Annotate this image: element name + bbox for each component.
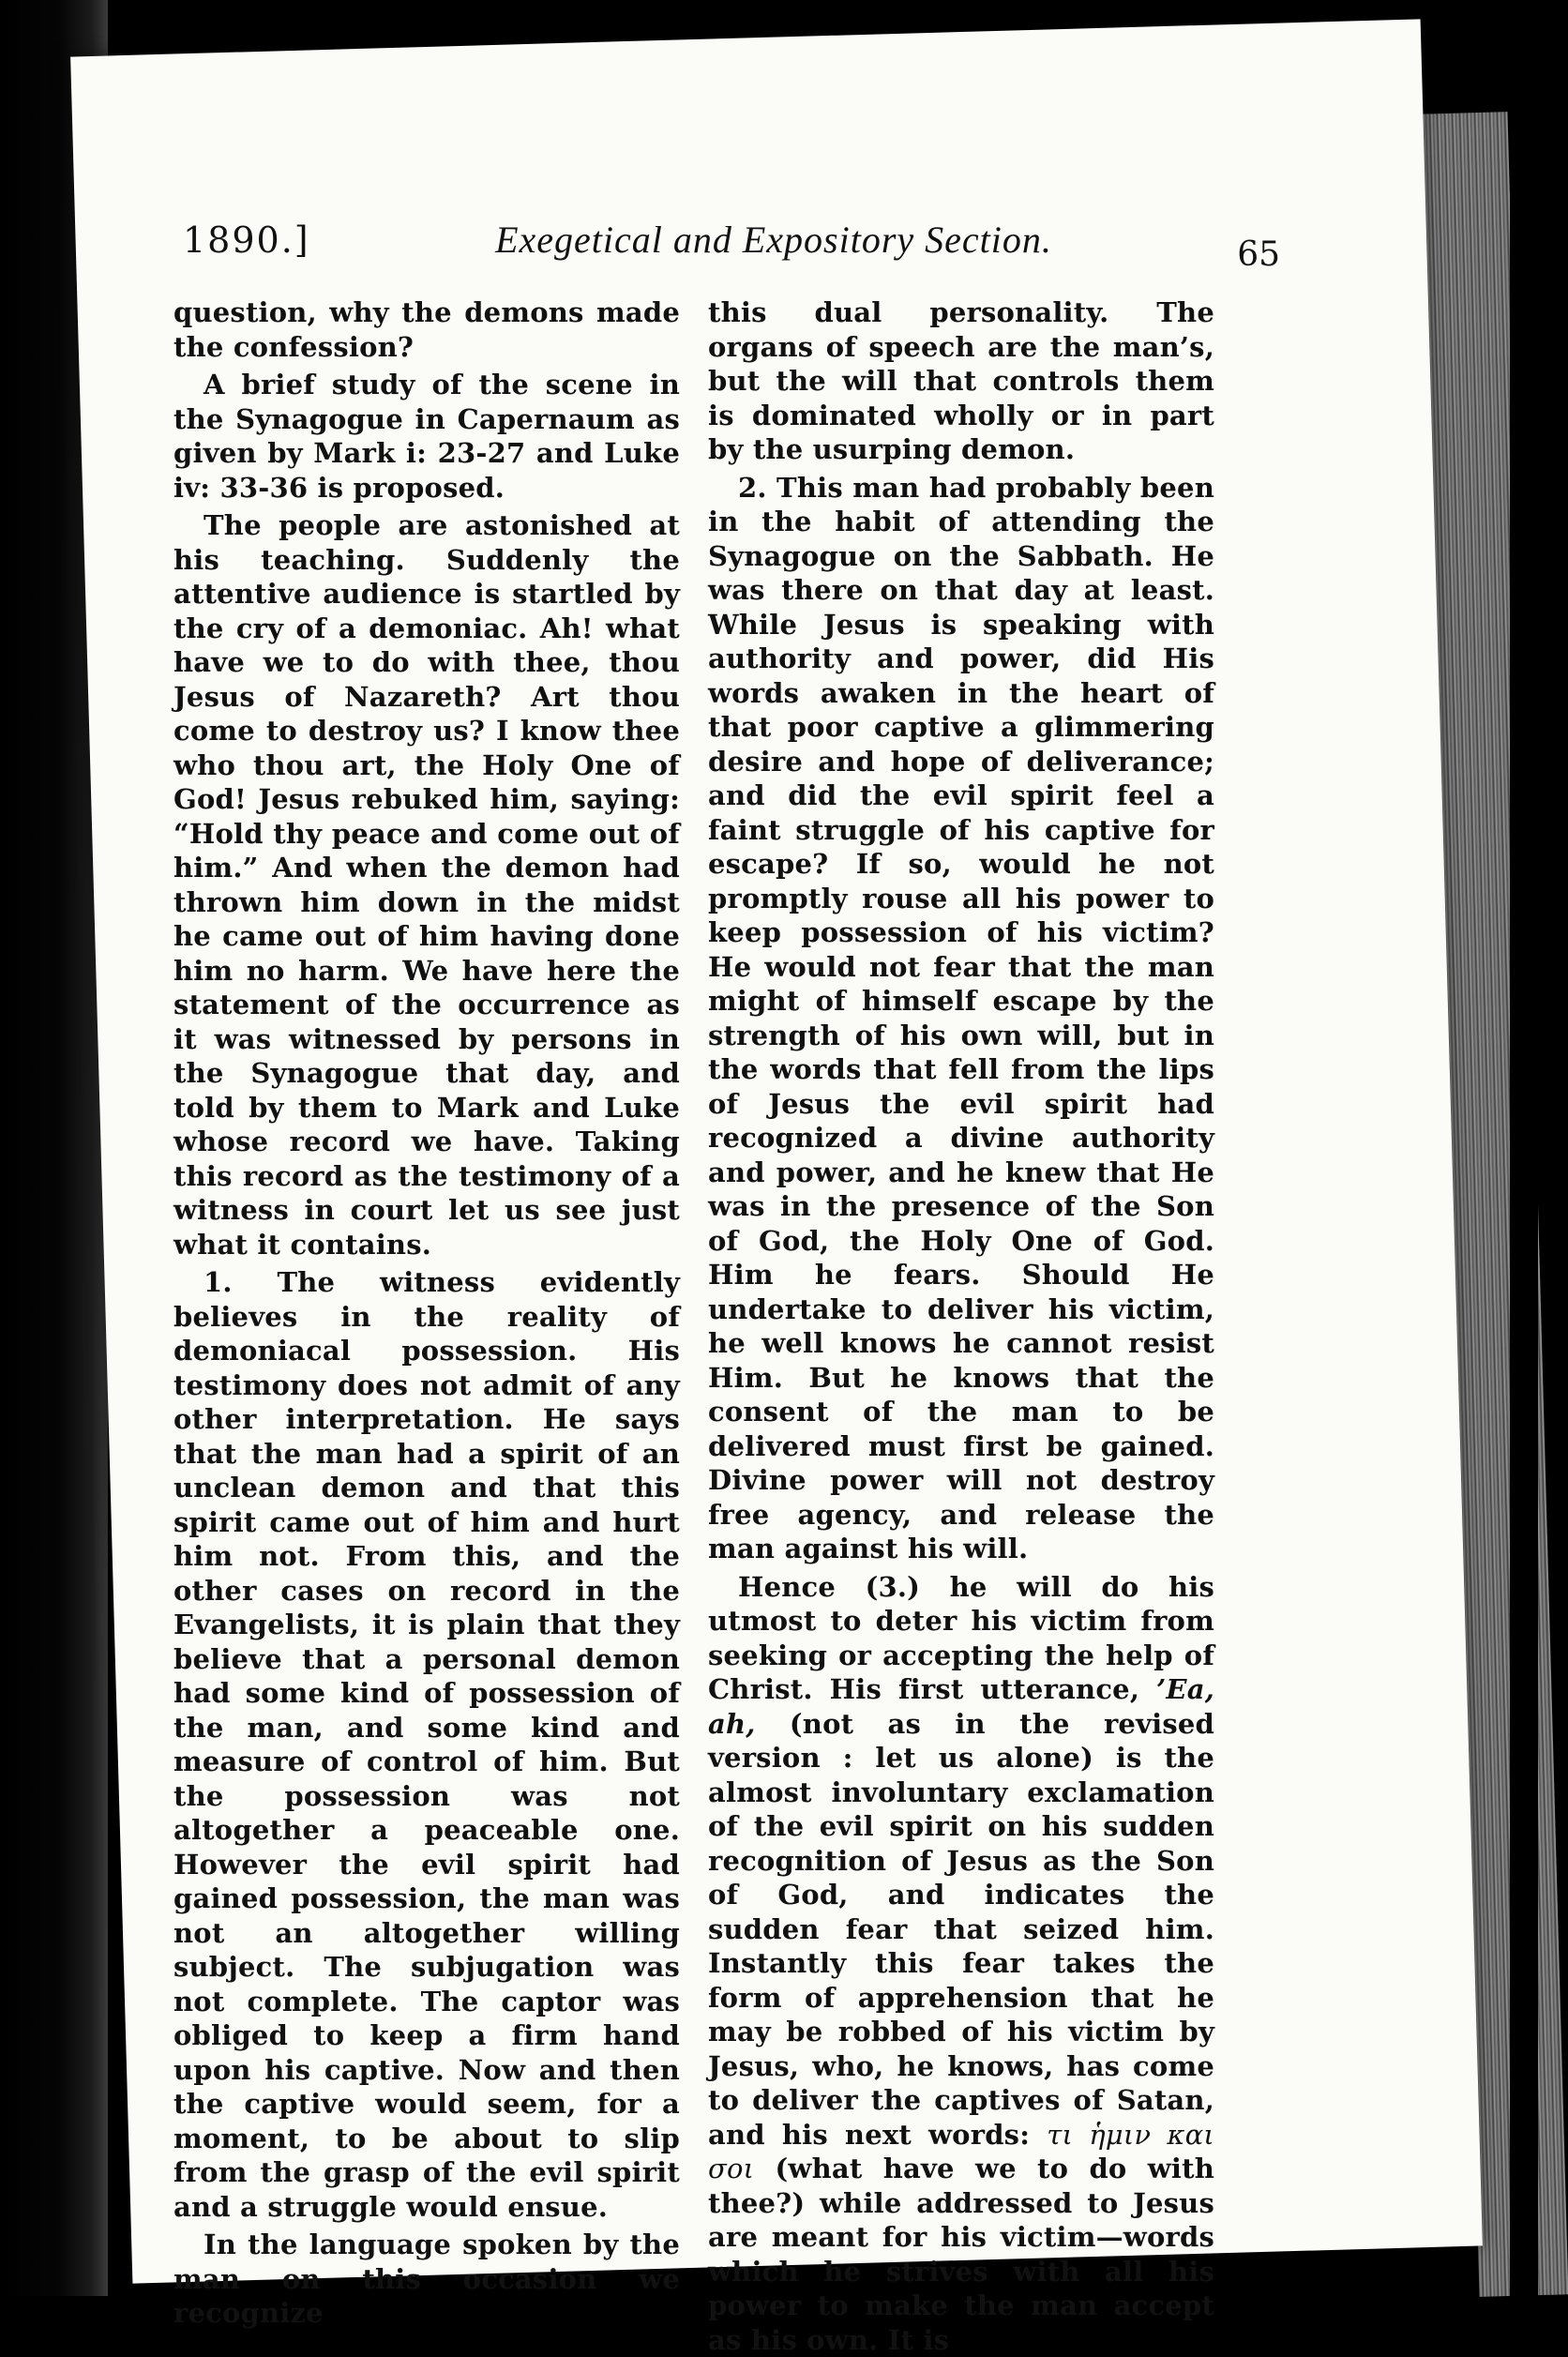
paragraph: 2. This man had probably been in the habit of attending the Synagogue on the Sabbath. He was there on that day at least. While Jesus is speaking with authority and power, did His words awaken in the heart of that poor captive a glimmering desire and hope of deliverance; and did the evil spirit feel a faint struggle of his captive for escape? If so, would he not promptly rouse all his power to keep possession of his victim? He would not fear that the man might of himself escape by the strength of his own will, but in the words that fell from the lips of Jesus the evil spirit had recognized a divine authority and power, and he knew that He was in the presence of the Son of God, the Holy One of God. Him he fears. Should He undertake to deliver his victim, he well knows he cannot resist Him. But he knows that the consent of the man to be delivered must first be gained. Divine power will not destroy free agency, and release the man against his will.	[708, 471, 1214, 1566]
paragraph-text: (not as in the revised version : let us alone) is the almost involuntary exclamation of the evil spirit on his sudden recognition of Jesus as the Son of God, and indicates the sudden fear that seized him. Instantly this fear takes the form of apprehension that he may be robbed of his victim by Jesus, who, he knows, has come to deliver the captives of Satan, and his next words:	[708, 1708, 1214, 2151]
paragraph-text: Hence (3.) he will do his utmost to deter his victim from seeking or accepting the help of Christ. His first utterance,	[708, 1571, 1214, 1706]
greek-exclamation: ’Ea, ah,	[708, 1673, 1214, 1740]
page-number: 65	[1205, 235, 1280, 274]
paragraph: A brief study of the scene in the Synagogue in Capernaum as given by Mark i: 23-27 and Luke iv: 33-36 is proposed.	[173, 368, 680, 505]
text-column-left	[173, 295, 680, 2331]
paragraph: The people are astonished at his teaching. Suddenly the attentive audience is startled by the cry of a demoniac. Ah! what have we to do with thee, thou Jesus of Nazareth? Art thou come to destroy us? I know thee who thou art, the Holy One of God! Jesus rebuked him, saying: “Hold thy peace and come out of him.” And when the demon had thrown him down in the midst he came out of him having done him no harm. We have here the statement of the occurrence as it was witnessed by persons in the Synagogue that day, and told by them to Mark and Luke whose record we have. Taking this record as the testimony of a witness in court let us see just what it contains.	[173, 508, 680, 1262]
paragraph: question, why the demons made the confession?	[173, 295, 680, 364]
running-head-year: 1890.]	[183, 219, 342, 261]
text-column-right	[708, 295, 1214, 2357]
paragraph: 1. The witness evidently believes in the reality of demoniacal possession. His testimony does not admit of any other interpretation. He says that the man had a spirit of an unclean demon and that this spirit came out of him and hurt him not. From this, and the other cases on record in the Evangelists, it is plain that they believe that a personal demon had some kind of possession of the man, and some kind and measure of control of him. But the possession was not altogether a peaceable one. However the evil spirit had gained possession, the man was not an altogether willing subject. The subjugation was not complete. The captor was obliged to keep a firm hand upon his captive. Now and then the captive would seem, for a moment, to be about to slip from the grasp of the evil spirit and a struggle would ensue.	[173, 1265, 680, 2224]
paragraph: this dual personality. The organs of speech are the man’s, but the will that controls them is dominated wholly or in part by the usurping demon.	[708, 295, 1214, 467]
paragraph	[708, 1570, 1214, 2357]
running-head-title: Exegetical and Expository Section.	[342, 218, 1205, 262]
scan-border-right	[1510, 0, 1538, 2296]
paragraph-text: (what have we to do with thee?) while addressed to Jesus are meant for his victim—words which he strives with all his power to make the man accept as his own. It is	[708, 2153, 1214, 2356]
greek-phrase: τι ἡμιν και σοι	[708, 2119, 1214, 2185]
running-head	[183, 218, 1280, 274]
paragraph: In the language spoken by the man on this occasion we recognize	[173, 2228, 680, 2331]
